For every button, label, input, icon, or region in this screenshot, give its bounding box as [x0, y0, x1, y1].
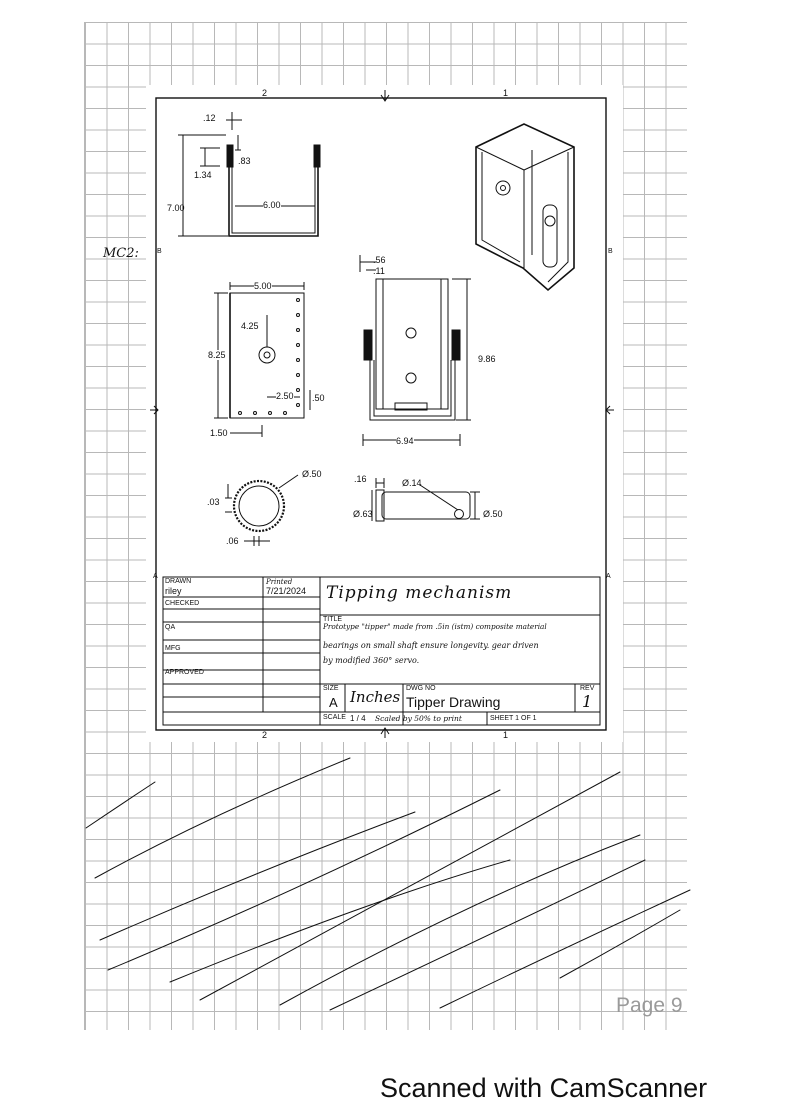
dim-plate-width: 5.00: [254, 281, 272, 291]
label-checked: CHECKED: [165, 600, 200, 607]
label-scale: SCALE: [323, 714, 346, 721]
zone-label-left-b: B: [157, 248, 162, 255]
dim-pin-crosshole: Ø.14: [402, 478, 422, 488]
description-line-1: Prototype "tipper" made from .5in (istm) composite material: [323, 622, 547, 631]
dim-plate-hole-pitch: 1.50: [210, 428, 228, 438]
dim-u-bracket-hole: .83: [238, 156, 251, 166]
zone-label-bottom-2: 2: [262, 730, 268, 740]
page-number: Page 9: [616, 994, 683, 1017]
zone-label-top-1: 1: [503, 88, 509, 98]
description-line-3: by modified 360° servo.: [323, 656, 420, 665]
label-printed: Printed: [266, 578, 293, 586]
value-printed-date: 7/21/2024: [266, 586, 307, 596]
label-approved: APPROVED: [165, 669, 204, 676]
handwritten-margin-note: MC2:: [103, 246, 139, 261]
description-line-2: bearings on small shaft ensure longevity. gear driven: [323, 641, 539, 650]
label-title: TITLE: [323, 616, 343, 623]
dim-pin-shaft-diameter: Ø.50: [483, 509, 503, 519]
dim-u-bracket-width: 6.00: [263, 200, 281, 210]
zone-label-right-b: B: [608, 248, 613, 255]
dim-plate-edge: .50: [312, 393, 325, 403]
value-dwg-no: Tipper Drawing: [406, 694, 501, 710]
zone-label-top-2: 2: [262, 88, 268, 98]
value-rev: 1: [582, 692, 593, 711]
dim-u-bracket-thickness: .12: [203, 113, 216, 123]
drawing-title: Tipping mechanism: [326, 583, 513, 603]
zone-label-right-a: A: [606, 573, 611, 580]
scanner-watermark: Scanned with CamScanner: [380, 1073, 708, 1103]
value-sheet-info: SHEET 1 OF 1: [490, 715, 537, 722]
label-mfg: MFG: [165, 645, 181, 652]
value-drawn-by: riley: [165, 586, 182, 596]
label-qa: QA: [165, 624, 176, 631]
dim-gear-tooth-depth: .03: [207, 497, 220, 507]
dim-front-height: 9.86: [478, 354, 496, 364]
label-rev: REV: [580, 685, 595, 692]
zone-label-left-a: A: [153, 573, 158, 580]
dim-plate-height: 8.25: [208, 350, 226, 360]
dim-front-flange: .56: [373, 255, 386, 265]
label-size: SIZE: [323, 685, 339, 692]
dim-front-gap: .11: [373, 266, 385, 276]
dim-plate-hole-x: 2.50: [276, 391, 294, 401]
dim-gear-diameter: Ø.50: [302, 469, 322, 479]
zone-label-bottom-1: 1: [503, 730, 509, 740]
value-size: A: [329, 695, 338, 710]
label-drawn: DRAWN: [165, 578, 192, 585]
label-dwg-no: DWG NO: [406, 685, 436, 692]
dim-front-width: 6.94: [396, 436, 414, 446]
value-units: Inches: [350, 688, 401, 706]
dim-u-bracket-height: 7.00: [167, 203, 185, 213]
dim-gear-tooth-width: .06: [226, 536, 239, 546]
dim-plate-hole-height: 4.25: [241, 321, 259, 331]
value-scale-note: Scaled by 50% to print: [375, 714, 462, 723]
value-scale: 1 / 4: [350, 714, 366, 723]
dim-u-bracket-offset: 1.34: [194, 170, 212, 180]
dim-pin-head: .16: [354, 474, 367, 484]
dim-pin-head-diameter: Ø.63: [353, 509, 373, 519]
